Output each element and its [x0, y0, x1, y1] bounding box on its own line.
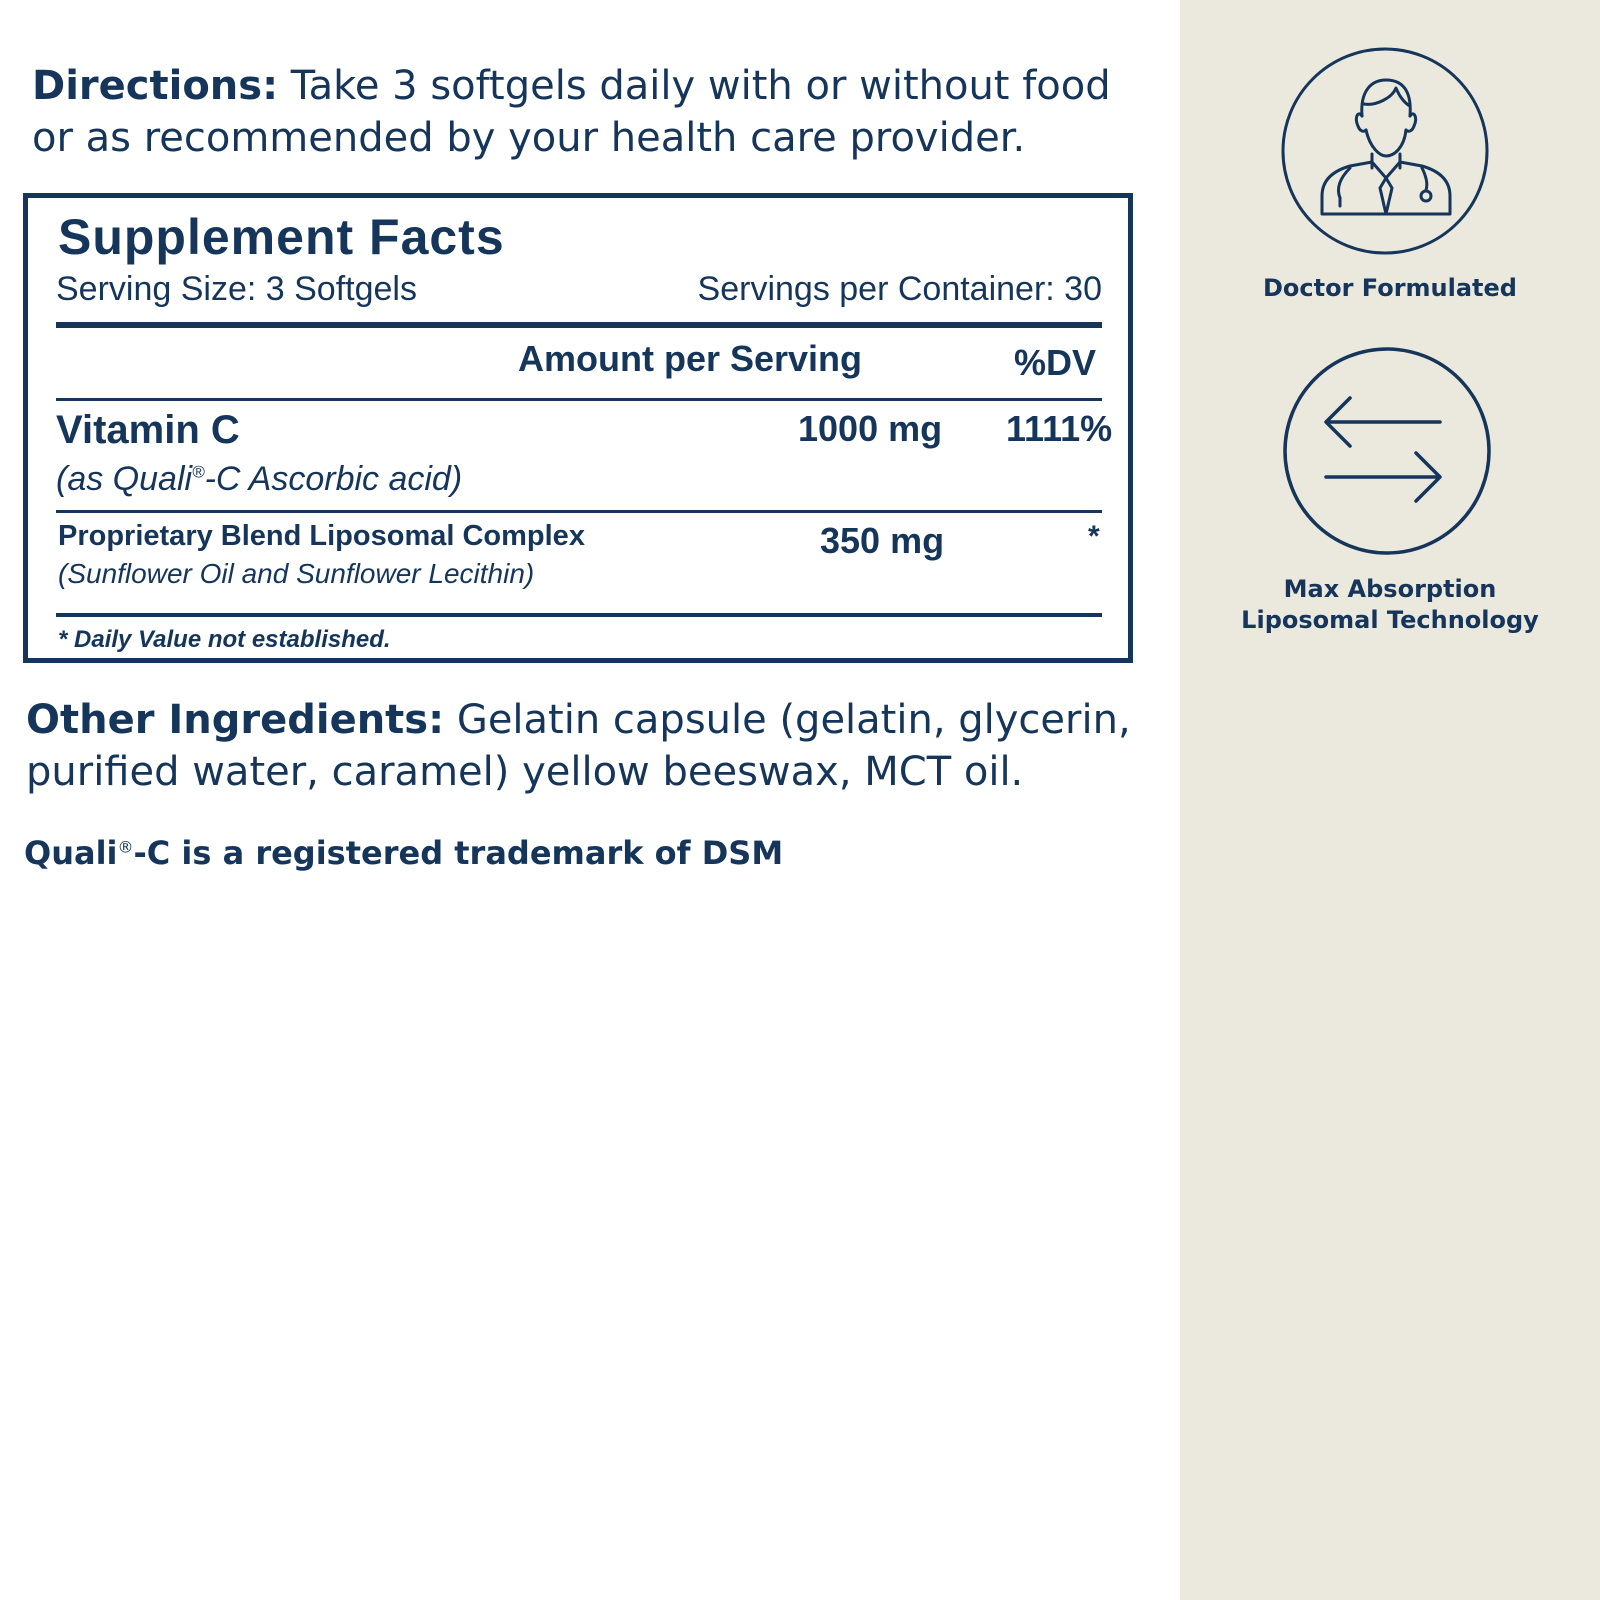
exchange-arrows-icon — [1282, 346, 1492, 556]
divider — [56, 510, 1102, 513]
other-ingredients-label: Other Ingredients: — [26, 697, 445, 743]
nutrient-name-vitamin-c: Vitamin C — [56, 408, 240, 452]
trademark-note — [24, 834, 783, 872]
badge-line: Max Absorption — [1283, 575, 1497, 603]
supplement-facts-title: Supplement Facts — [58, 209, 505, 265]
directions-text — [32, 60, 1152, 164]
badge-label-doctor — [1180, 273, 1600, 304]
amount-per-serving-header: Amount per Serving — [518, 338, 863, 379]
source-prefix: (as Quali — [56, 460, 193, 498]
servings-per-container: Servings per Container: 30 — [697, 270, 1102, 308]
serving-size: Serving Size: 3 Softgels — [56, 270, 417, 308]
trademark-prefix: Quali — [24, 834, 118, 872]
nutrient-source-vitamin-c — [56, 460, 462, 499]
divider-thick — [56, 322, 1102, 328]
nutrient-amount-vitamin-c: 1000 mg — [798, 408, 943, 449]
divider — [56, 613, 1102, 617]
supplement-facts-panel — [23, 193, 1133, 663]
nutrient-source-proprietary-blend: (Sunflower Oil and Sunflower Lecithin) — [58, 558, 535, 589]
dv-footnote: * Daily Value not established. — [58, 626, 391, 653]
directions-label: Directions: — [32, 63, 279, 109]
trademark-suffix: -C is a registered trademark of DSM — [133, 834, 784, 872]
nutrient-name-proprietary-blend: Proprietary Blend Liposomal Complex — [58, 520, 585, 552]
badge-label-absorption — [1180, 574, 1600, 636]
badge-line: Liposomal Technology — [1241, 606, 1539, 634]
registered-mark: ® — [117, 837, 134, 857]
badge-line: Doctor Formulated — [1263, 274, 1517, 302]
directions-body: Take 3 softgels daily with or without food or as recommended by your health care provider. — [32, 63, 1111, 161]
other-ingredients-body: Gelatin capsule (gelatin, glycerin, purified water, caramel) yellow beeswax, MCT oil. — [26, 697, 1131, 795]
divider — [56, 398, 1102, 401]
nutrient-dv-proprietary-blend: * — [1088, 520, 1100, 553]
registered-mark: ® — [192, 462, 205, 482]
nutrient-amount-proprietary-blend: 350 mg — [820, 520, 945, 561]
other-ingredients-text — [26, 694, 1146, 798]
dv-header: %DV — [1013, 342, 1096, 383]
source-suffix: -C Ascorbic acid) — [204, 460, 463, 498]
badges-sidebar — [1180, 0, 1600, 1600]
nutrient-dv-vitamin-c: 1111% — [1006, 408, 1113, 449]
doctor-icon — [1280, 46, 1490, 256]
